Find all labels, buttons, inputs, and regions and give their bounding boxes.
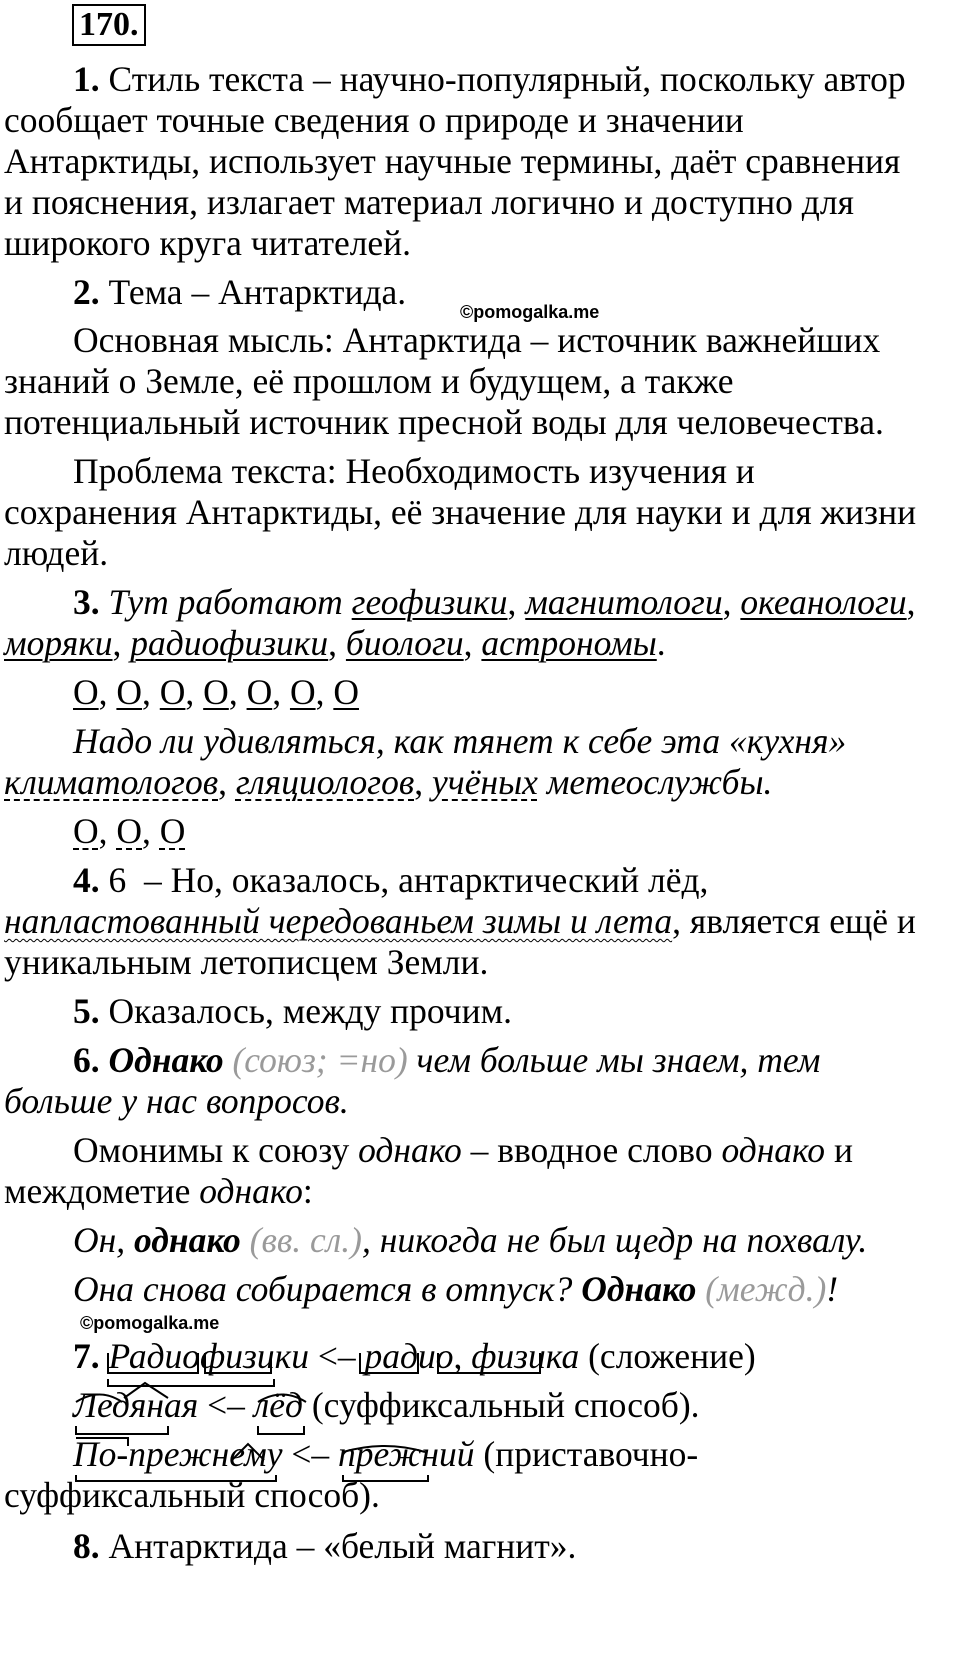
p1-line2: сообщает точные сведения о природе и значении — [4, 100, 744, 140]
p6-line3: уникальным летописцем Земли. — [4, 942, 489, 982]
p2-line: 2. Тема – Антарктида. — [73, 272, 407, 312]
p11-line: Она снова собирается в отпуск? Однако (межд.)! — [73, 1269, 839, 1309]
p3-line3: потенциальный источник пресной воды для человечества. — [4, 402, 884, 442]
p4-line3: людей. — [4, 533, 109, 573]
p9-line1: Омонимы к союзу однако – вводное слово однако и — [73, 1130, 853, 1170]
p10-line: Он, однако (вв. сл.), никогда не был щедр на похвалу. — [73, 1220, 868, 1260]
p5-sent2-line1: Надо ли удивляться, как тянет к себе эта «кухня» — [73, 721, 847, 761]
p7-line: 5. Оказалось, между прочим. — [73, 991, 512, 1031]
base-bracket — [258, 1426, 304, 1434]
p5-scheme2: О, О, О — [73, 811, 186, 851]
p6-line1: 4. 6 – Но, оказалось, антарктический лёд, — [73, 860, 709, 900]
p5-line1: 3. Тут работают геофизики, магнитологи, океанологи, — [73, 582, 916, 622]
p12-line: 7. Радиофизики <– радио, физика (сложение) — [73, 1336, 756, 1376]
p15-line: 8. Антарктида – «белый магнит». — [73, 1526, 577, 1566]
p13-line: Ледяная <– лёд (суффиксальный способ). — [73, 1385, 700, 1425]
p1-line3: Антарктиды, использует научные термины, даёт сравнения — [4, 141, 901, 181]
watermark: ©pomogalka.me — [80, 1313, 220, 1333]
p1-line1: 1. Стиль текста – научно-популярный, поскольку автор — [73, 59, 906, 99]
p8-line2: больше у нас вопросов. — [4, 1081, 349, 1121]
p5-sent2-line2: климатологов, гляциологов, учёных метеослужбы. — [4, 762, 773, 802]
p6-line2: напластованный чередованьем зимы и лета, является ещё и — [4, 901, 916, 941]
p5-line2: моряки, радиофизики, биологи, астрономы. — [4, 623, 666, 663]
task-number: 170. — [72, 4, 146, 46]
p1-line4: и пояснения, излагает материал логично и доступно для — [4, 182, 854, 222]
p8-line1: 6. Однако (союз; =но) чем больше мы знаем, тем — [73, 1040, 821, 1080]
p4-line2: сохранения Антарктиды, её значение для науки и для жизни — [4, 492, 917, 532]
p9-line2: междометие однако: — [4, 1171, 313, 1211]
p1-line5: широкого круга читателей. — [4, 223, 412, 263]
p1-num: 1. — [73, 59, 100, 99]
p14-line1: По-прежнему <– прежний (приставочно- — [73, 1434, 699, 1474]
p3-line1: Основная мысль: Антарктида – источник важнейших — [73, 320, 881, 360]
p3-line2: знаний о Земле, её прошлом и будущем, а также — [4, 361, 734, 401]
p5-scheme1: О, О, О, О, О, О, О — [73, 672, 359, 712]
watermark: ©pomogalka.me — [460, 302, 600, 322]
base-bracket — [76, 1426, 168, 1434]
p4-line1: Проблема текста: Необходимость изучения и — [73, 451, 755, 491]
p14-line2: суффиксальный способ). — [4, 1475, 380, 1515]
